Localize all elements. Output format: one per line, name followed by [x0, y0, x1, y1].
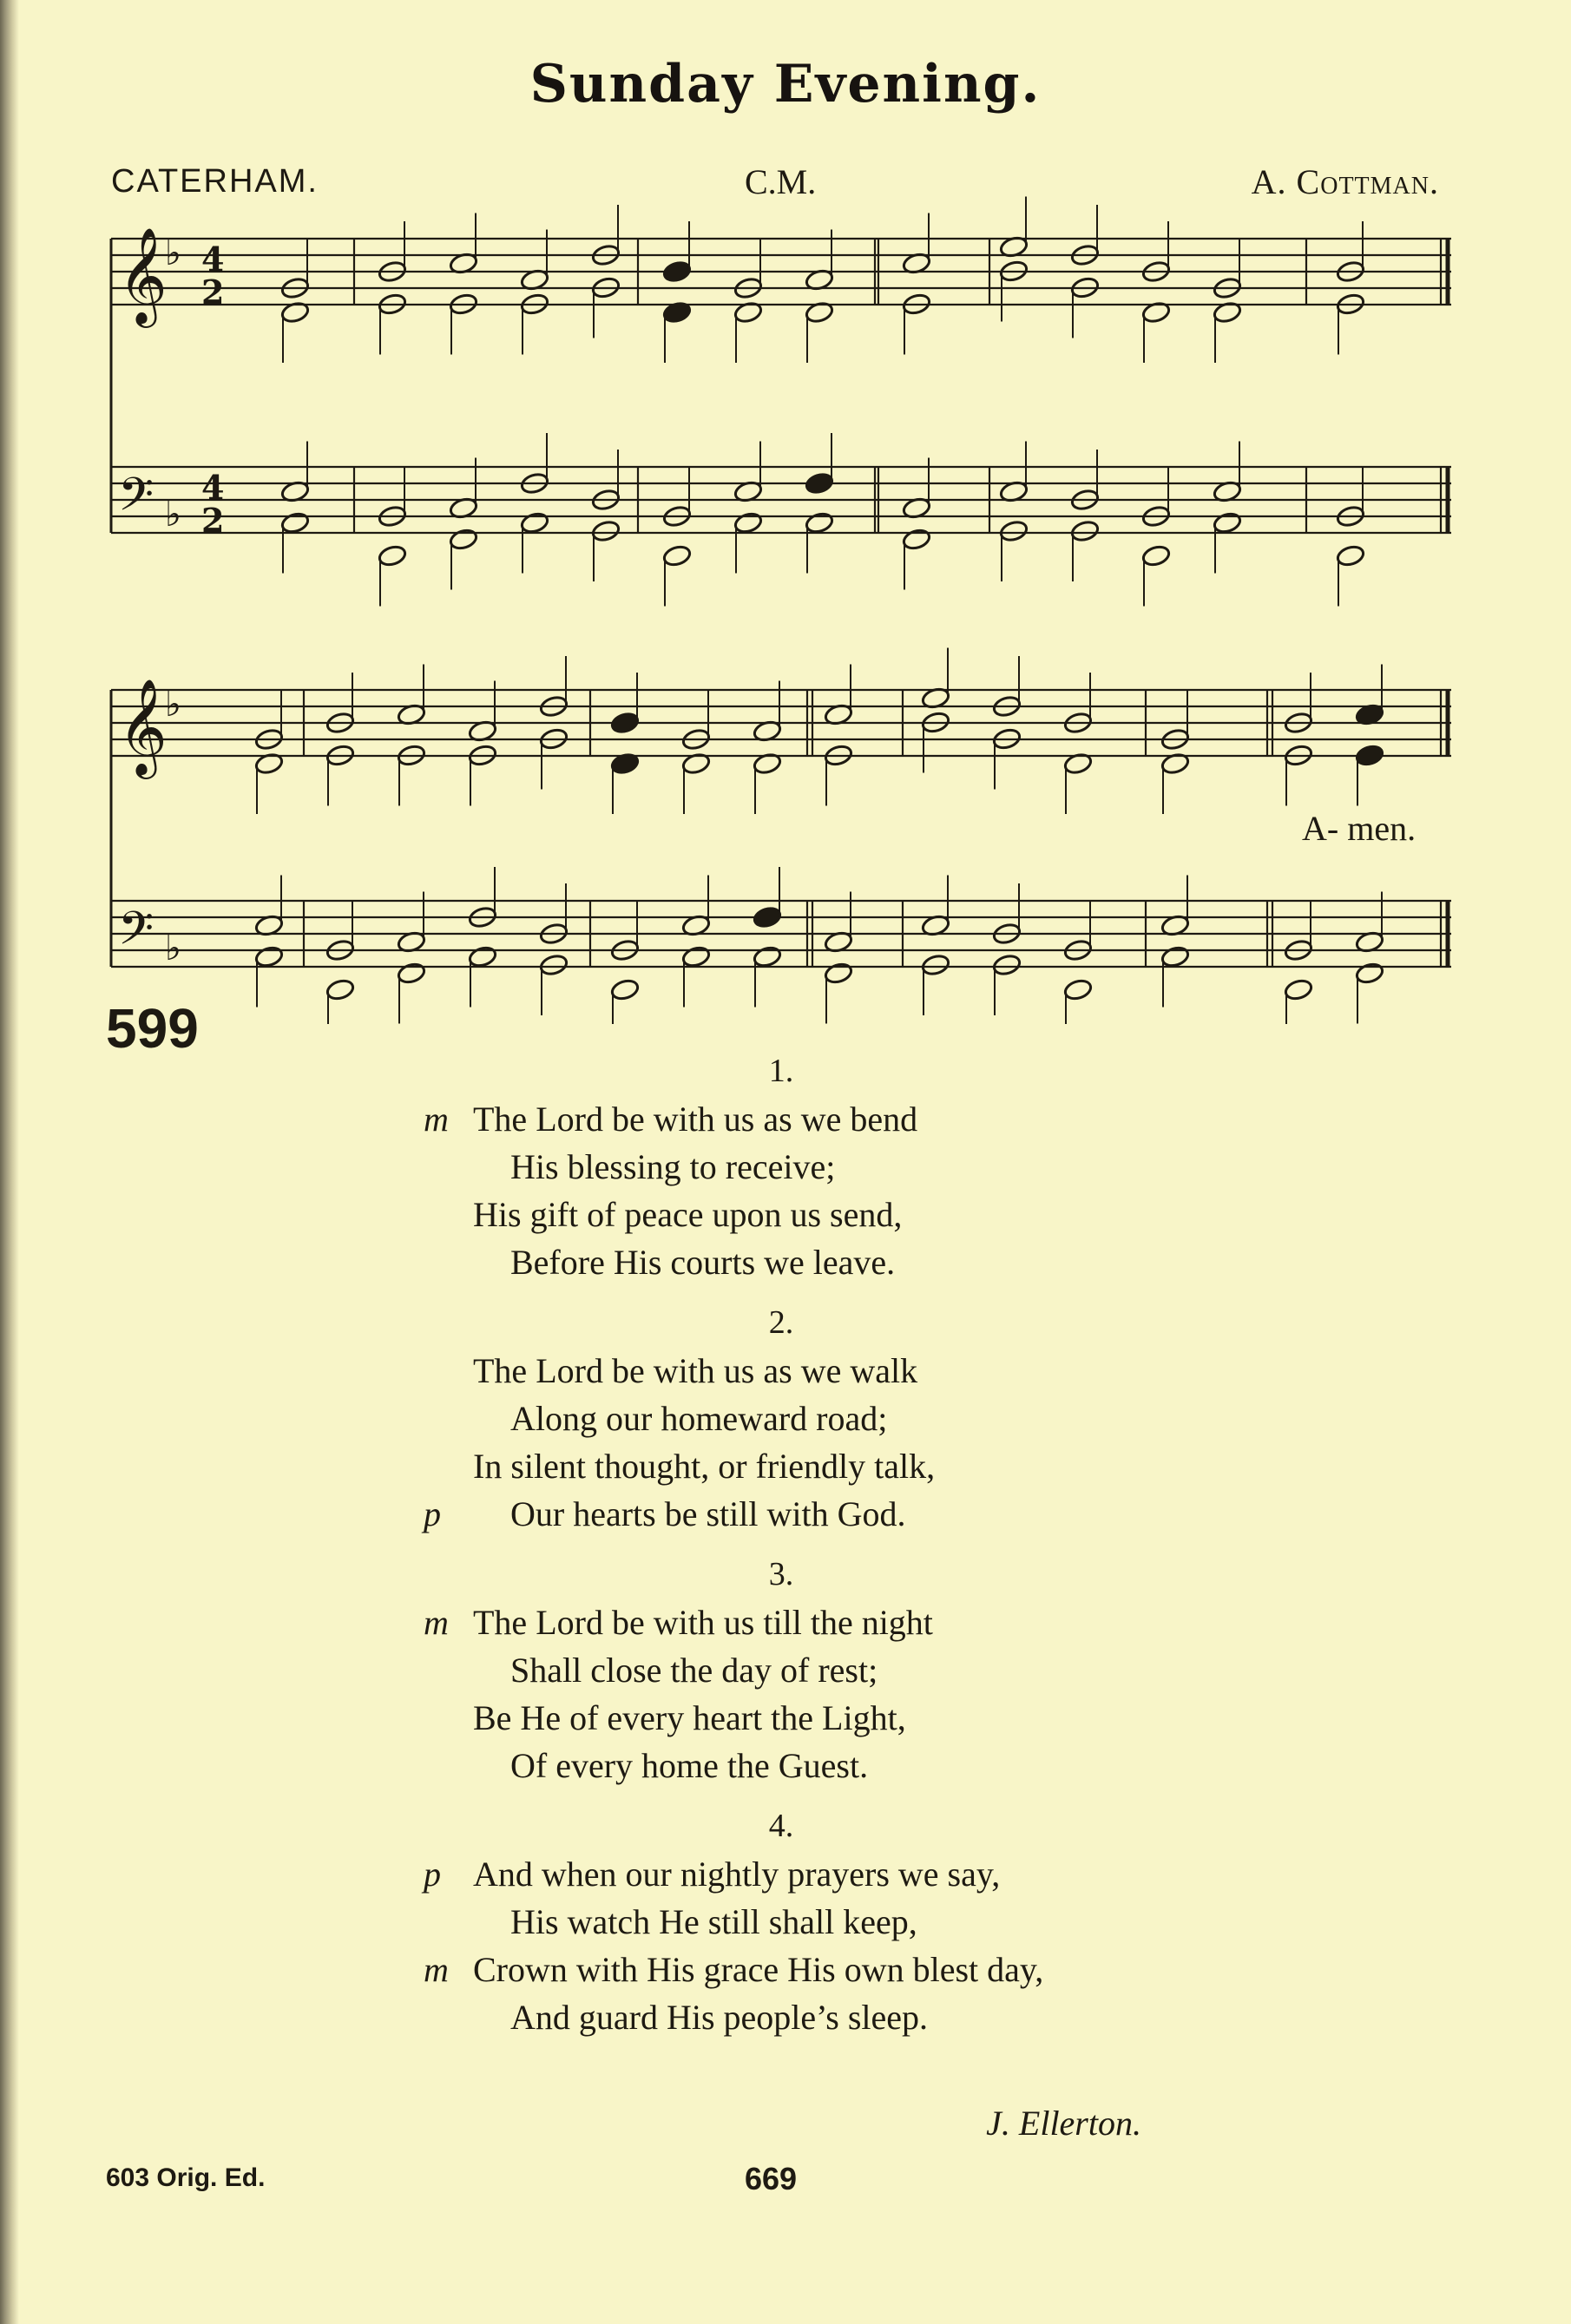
note-head: [733, 238, 763, 300]
verse-number: 1.: [768, 1053, 794, 1089]
note-head: [1355, 665, 1384, 727]
note-head: [610, 752, 640, 814]
note-head: [1336, 292, 1365, 355]
note-head: [280, 300, 310, 363]
verse-line-text: His blessing to receive;: [510, 1147, 836, 1186]
verse-line: [408, 1490, 1189, 1538]
note-head: [733, 442, 763, 504]
verse-3: [408, 1550, 1189, 1789]
note-head: [662, 544, 692, 607]
tune-name: CATERHAM.: [111, 163, 319, 200]
note-head: [1213, 300, 1242, 363]
note-head: [921, 648, 950, 711]
verse-line: [408, 1095, 1189, 1143]
note-head: [449, 528, 478, 590]
note-head: [610, 900, 640, 962]
note-head: [681, 689, 711, 752]
treble-staff-1: [111, 239, 1451, 305]
note-head: [824, 962, 853, 1024]
note-head: [921, 711, 950, 773]
note-head: [539, 953, 569, 1015]
note-head: [280, 238, 310, 300]
amen-text: A- men.: [1302, 809, 1417, 848]
verse-line: [408, 1238, 1189, 1286]
flat-icon: ♭: [165, 233, 181, 273]
verse-line-text: Of every home the Guest.: [510, 1746, 869, 1785]
verse-line-text: And guard His people’s sleep.: [510, 1998, 929, 2037]
verse-line: [408, 1442, 1189, 1490]
verses: [408, 1047, 1189, 2053]
barlines-layer: [304, 239, 1448, 967]
verse-line: [408, 1191, 1189, 1238]
note-head: [1070, 450, 1100, 512]
note-head: [254, 752, 284, 814]
verse-number: 2.: [768, 1304, 794, 1341]
note-head: [999, 259, 1029, 322]
treble-clef-icon: 𝄞: [118, 678, 168, 775]
note-head: [992, 656, 1022, 719]
note-head: [591, 205, 621, 267]
verse-line-text: Along our homeward road;: [510, 1399, 888, 1438]
note-head: [999, 197, 1029, 259]
verse-1: [408, 1047, 1189, 1286]
bass-staff-2: [111, 901, 1451, 967]
note-head: [1160, 876, 1190, 938]
dynamic-mark: m: [424, 1603, 449, 1642]
note-head: [1070, 205, 1100, 267]
note-head: [1355, 962, 1384, 1024]
verse-line: [408, 1395, 1189, 1442]
note-head: [921, 953, 950, 1015]
verse-line-text: His watch He still shall keep,: [510, 1902, 917, 1941]
note-head: [397, 962, 426, 1024]
verse-line: [408, 1347, 1189, 1395]
note-head: [610, 978, 640, 1024]
note-head: [520, 511, 549, 574]
note-head: [1141, 544, 1171, 607]
hymn-number: 599: [106, 997, 199, 1060]
verse-2: [408, 1298, 1189, 1538]
note-head: [1355, 744, 1384, 806]
time-signature-top: 4: [201, 240, 225, 279]
treble-staff-2: [111, 690, 1451, 756]
note-head: [681, 945, 711, 1008]
verse-number: 4.: [768, 1808, 794, 1844]
note-head: [254, 689, 284, 752]
verse-line-text: The Lord be with us as we bend: [473, 1100, 918, 1139]
note-head: [805, 511, 834, 574]
flat-icon: ♭: [165, 929, 181, 968]
note-head: [681, 752, 711, 814]
meter-label: C.M.: [745, 162, 817, 201]
note-head: [805, 300, 834, 363]
note-head: [681, 876, 711, 938]
verse-line: [408, 1898, 1189, 1946]
note-head: [992, 883, 1022, 946]
note-head: [520, 292, 549, 355]
note-head: [902, 213, 931, 276]
note-head: [449, 213, 478, 276]
note-head: [824, 744, 853, 806]
page-number: 669: [745, 2161, 798, 2196]
dynamic-mark: p: [424, 1494, 441, 1533]
verse-line-text: And when our nightly prayers we say,: [473, 1855, 1001, 1894]
verse-line-text: Shall close the day of rest;: [510, 1651, 878, 1690]
note-head: [1063, 752, 1093, 814]
note-head: [902, 528, 931, 590]
note-head: [1284, 673, 1313, 735]
note-head: [397, 665, 426, 727]
note-head: [378, 466, 407, 528]
page-title: Sunday Evening.: [529, 54, 1042, 115]
dynamic-mark: p: [424, 1855, 441, 1894]
time-signature-top: 4: [201, 468, 225, 507]
verse-line-text: His gift of peace upon us send,: [473, 1195, 903, 1234]
note-head: [753, 867, 782, 929]
note-head: [733, 511, 763, 574]
verse-line: [408, 1946, 1189, 1993]
verse-line: [408, 1599, 1189, 1646]
note-head: [1070, 276, 1100, 338]
note-head: [468, 867, 497, 929]
note-head: [1063, 673, 1093, 735]
verse-line: [408, 1646, 1189, 1694]
note-head: [921, 876, 950, 938]
note-head: [753, 752, 782, 814]
note-head: [1070, 519, 1100, 581]
note-head: [753, 945, 782, 1008]
verse-line: [408, 1993, 1189, 2041]
note-head: [1213, 511, 1242, 574]
note-head: [591, 450, 621, 512]
note-head: [610, 673, 640, 735]
note-head: [805, 433, 834, 496]
note-head: [1141, 221, 1171, 284]
note-head: [378, 544, 407, 607]
verse-line: [408, 1143, 1189, 1191]
note-head: [733, 300, 763, 363]
note-head: [325, 900, 355, 962]
note-head: [1213, 442, 1242, 504]
verse-line-text: In silent thought, or friendly talk,: [473, 1447, 936, 1486]
note-head: [254, 945, 284, 1008]
note-head: [254, 876, 284, 938]
note-head: [280, 442, 310, 504]
note-head: [1336, 221, 1365, 284]
time-signature-bottom: 2: [201, 501, 225, 540]
note-head: [999, 442, 1029, 504]
note-head: [1336, 544, 1365, 607]
note-head: [591, 276, 621, 338]
note-head: [1160, 689, 1190, 752]
note-head: [280, 511, 310, 574]
note-head: [992, 727, 1022, 790]
verse-4: [408, 1802, 1189, 2041]
note-head: [662, 300, 692, 363]
note-head: [1336, 466, 1365, 528]
flat-icon: ♭: [165, 685, 181, 725]
note-head: [662, 221, 692, 284]
note-head: [1160, 945, 1190, 1008]
note-head: [520, 433, 549, 496]
note-head: [1063, 900, 1093, 962]
verse-line-text: The Lord be with us till the night: [473, 1603, 933, 1642]
note-head: [539, 727, 569, 790]
music-score: [0, 0, 1571, 1024]
note-head: [378, 221, 407, 284]
note-head: [397, 744, 426, 806]
flat-icon: ♭: [165, 495, 181, 535]
composer-name: A. Cottman.: [1251, 162, 1439, 201]
verse-line-text: Crown with His grace His own blest day,: [473, 1950, 1044, 1989]
author-name: J. Ellerton.: [986, 2104, 1141, 2143]
note-head: [325, 978, 355, 1024]
note-head: [1284, 900, 1313, 962]
verse-line-text: Our hearts be still with God.: [510, 1494, 906, 1533]
note-head: [539, 656, 569, 719]
note-head: [824, 665, 853, 727]
note-head: [662, 466, 692, 528]
note-head: [902, 292, 931, 355]
note-head: [992, 953, 1022, 1015]
note-head: [1063, 978, 1093, 1024]
verse-line-text: Be He of every heart the Light,: [473, 1698, 906, 1737]
treble-clef-icon: 𝄞: [118, 226, 168, 324]
note-head: [378, 292, 407, 355]
note-head: [325, 744, 355, 806]
verse-line: [408, 1742, 1189, 1789]
note-head: [1141, 466, 1171, 528]
bass-clef-icon: 𝄢: [118, 469, 154, 533]
note-head: [468, 744, 497, 806]
verse-line-text: Before His courts we leave.: [510, 1243, 896, 1282]
verse-line: [408, 1694, 1189, 1742]
note-head: [1141, 300, 1171, 363]
verse-number: 3.: [768, 1556, 794, 1592]
note-head: [539, 883, 569, 946]
note-head: [1284, 744, 1313, 806]
dynamic-mark: m: [424, 1950, 449, 1989]
verse-line: [408, 1850, 1189, 1898]
note-head: [1284, 978, 1313, 1024]
verse-line-text: The Lord be with us as we walk: [473, 1351, 918, 1390]
note-head: [1160, 752, 1190, 814]
note-head: [999, 519, 1029, 581]
note-head: [325, 673, 355, 735]
note-head: [591, 519, 621, 581]
bass-clef-icon: 𝄢: [118, 903, 154, 967]
dynamic-mark: m: [424, 1100, 449, 1139]
bass-staff-1: [111, 467, 1451, 533]
time-signature-bottom: 2: [201, 272, 225, 312]
note-head: [1213, 238, 1242, 300]
note-head: [449, 292, 478, 355]
footer-original-edition: 603 Orig. Ed.: [106, 2163, 266, 2192]
note-head: [468, 945, 497, 1008]
